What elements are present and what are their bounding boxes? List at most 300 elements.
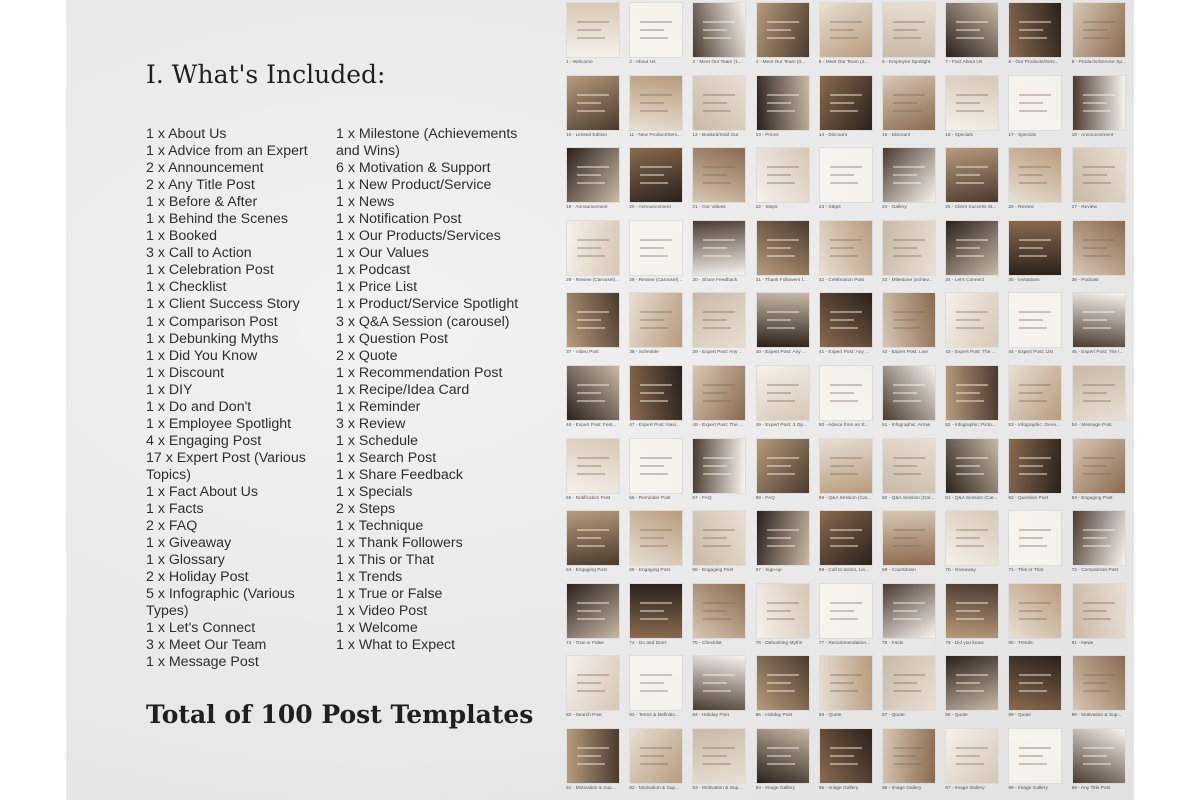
thumbnail-text-line: [703, 529, 735, 531]
thumbnail-text-line: [767, 465, 791, 467]
thumbnail-text-line: [767, 618, 795, 620]
thumbnail-text-line: [956, 21, 988, 23]
thumbnail-image: [882, 365, 936, 421]
thumbnail-image: [566, 655, 620, 711]
thumbnail-caption: 15 - Discount: [882, 132, 911, 138]
thumbnail-image: [882, 728, 936, 784]
thumbnail-text-line: [1083, 763, 1111, 765]
thumbnail-caption: 79 - Did you know: [945, 640, 984, 646]
thumbnail-caption: 7 - Fact About Us: [945, 60, 983, 65]
thumbnail-text-line: [767, 763, 795, 765]
thumbnail-caption: 65 - Engaging Post: [629, 568, 670, 574]
thumbnail-text-line: [956, 690, 984, 692]
thumbnail-text-line: [703, 384, 735, 386]
thumbnail-text-line: [830, 682, 854, 684]
thumbnail-text-line: [1019, 755, 1043, 757]
template-thumbnail: [1008, 728, 1068, 798]
template-thumbnail: [756, 655, 816, 725]
thumbnail-text-line: [703, 166, 735, 168]
thumbnail-text-line: [830, 384, 862, 386]
thumbnail-text-line: [1083, 602, 1115, 604]
thumbnail-text-line: [1019, 618, 1047, 620]
thumbnail-image: [566, 365, 620, 421]
thumbnail-text-line: [893, 384, 925, 386]
included-item: 3 x Review: [336, 415, 406, 432]
template-thumbnail: [1008, 147, 1068, 217]
included-item: 3 x Meet Our Team: [146, 637, 267, 654]
thumbnail-caption: 81 - News: [1071, 640, 1094, 646]
thumbnail-caption: 10 - Limited Edition: [566, 132, 608, 138]
thumbnail-caption: 14 - Discount: [818, 132, 848, 138]
included-item: 1 x Celebration Post: [146, 262, 274, 279]
thumbnail-caption: 35 - Invitations: [1008, 277, 1040, 283]
thumbnail-text-line: [893, 602, 925, 604]
template-thumbnail: [1008, 220, 1068, 290]
thumbnail-text-line: [577, 319, 601, 321]
thumbnail-text-line: [767, 545, 795, 547]
thumbnail-caption: 69 - Countdown: [882, 568, 916, 574]
included-item: 1 x Glossary: [146, 552, 225, 569]
template-thumbnail: [945, 220, 1005, 290]
thumbnail-text-line: [956, 457, 988, 459]
included-item: 1 x Before & After: [146, 194, 258, 211]
template-thumbnail: [566, 510, 626, 580]
thumbnail-text-line: [1019, 400, 1047, 402]
thumbnail-text-line: [703, 400, 731, 402]
thumbnail-text-line: [703, 21, 735, 23]
thumbnail-text-line: [1083, 545, 1111, 547]
thumbnail-text-line: [956, 682, 980, 684]
thumbnail-text-line: [893, 610, 917, 612]
included-item: 1 x Trends: [336, 569, 403, 586]
thumbnail-caption: 94 - Image Gallery: [755, 786, 796, 791]
thumbnail-image: [882, 438, 936, 494]
thumbnail-text-line: [1083, 102, 1107, 104]
thumbnail-caption: 42 - Expert Post: Live: [882, 350, 928, 356]
template-thumbnail: [945, 438, 1005, 508]
thumbnail-text-line: [830, 690, 858, 692]
thumbnail-text-line: [1083, 182, 1111, 184]
template-thumbnail: [692, 728, 752, 798]
thumbnail-text-line: [703, 690, 731, 692]
thumbnail-image: [756, 583, 810, 639]
thumbnail-text-line: [1083, 239, 1115, 241]
template-thumbnail: [882, 75, 942, 145]
thumbnail-image: [1072, 2, 1126, 58]
thumbnail-text-line: [640, 110, 668, 112]
included-item: 1 x Debunking Myths: [146, 330, 279, 347]
included-item: 1 x Thank Followers: [336, 535, 463, 552]
thumbnail-text-line: [1083, 94, 1115, 96]
template-thumbnail: [566, 220, 626, 290]
thumbnail-text-line: [893, 239, 925, 241]
thumbnail-caption: 18 - Announcement: [1071, 132, 1114, 138]
thumbnail-text-line: [640, 255, 668, 257]
thumbnail-text-line: [703, 682, 727, 684]
thumbnail-text-line: [1083, 327, 1111, 329]
thumbnail-text-line: [767, 102, 791, 104]
thumbnail-text-line: [767, 537, 791, 539]
thumbnail-text-line: [703, 174, 727, 176]
thumbnail-image: [882, 2, 936, 58]
thumbnail-image: [1008, 583, 1062, 639]
thumbnail-image: [945, 292, 999, 348]
thumbnail-caption: 40 - Expert Post: Any ...: [755, 350, 806, 356]
thumbnail-image: [1008, 2, 1062, 58]
thumbnail-image: [819, 510, 873, 566]
template-thumbnail: [819, 75, 879, 145]
thumbnail-caption: 64 - Engaging Post: [566, 568, 607, 574]
thumbnail-text-line: [830, 94, 862, 96]
template-thumbnail: [629, 365, 689, 435]
thumbnail-text-line: [956, 102, 980, 104]
thumbnail-text-line: [640, 400, 668, 402]
thumbnail-text-line: [830, 110, 858, 112]
thumbnail-image: [945, 147, 999, 203]
thumbnail-text-line: [703, 327, 731, 329]
thumbnail-text-line: [830, 545, 858, 547]
thumbnail-text-line: [703, 602, 735, 604]
thumbnail-text-line: [767, 94, 799, 96]
thumbnail-image: [1072, 292, 1126, 348]
thumbnail-text-line: [893, 763, 921, 765]
thumbnail-text-line: [956, 545, 984, 547]
thumbnail-caption: 58 - FAQ: [755, 495, 775, 501]
included-item: 1 x Let's Connect: [146, 620, 256, 637]
thumbnail-text-line: [703, 239, 735, 241]
thumbnail-image: [756, 655, 810, 711]
thumbnail-caption: 34 - Let's Connect: [945, 277, 984, 283]
thumbnail-text-line: [703, 94, 735, 96]
thumbnail-text-line: [1019, 537, 1043, 539]
thumbnail-text-line: [893, 473, 921, 475]
template-thumbnail: [566, 438, 626, 508]
thumbnail-caption: 89 - Quote: [1008, 713, 1032, 719]
template-thumbnail: [819, 510, 879, 580]
thumbnail-caption: 19 - Announcement: [566, 205, 608, 211]
template-thumbnail: [882, 438, 942, 508]
thumbnail-image: [882, 75, 936, 131]
thumbnail-image: [566, 583, 620, 639]
thumbnail-image: [819, 583, 873, 639]
thumbnail-text-line: [1019, 690, 1047, 692]
template-thumbnail: [756, 220, 816, 290]
template-thumbnail: [819, 365, 879, 435]
thumbnail-caption: 82 - Search Post: [566, 713, 602, 719]
thumbnail-text-line: [767, 755, 791, 757]
thumbnail-text-line: [830, 602, 862, 604]
thumbnail-image: [756, 510, 810, 566]
template-thumbnail: [1072, 220, 1132, 290]
thumbnail-text-line: [577, 618, 605, 620]
template-thumbnail: [566, 655, 626, 725]
thumbnail-image: [1008, 365, 1062, 421]
template-thumbnail: [1072, 2, 1132, 72]
template-thumbnail: [756, 510, 816, 580]
thumbnail-text-line: [893, 110, 921, 112]
template-thumbnail: [692, 583, 752, 653]
thumbnail-image: [692, 583, 746, 639]
thumbnail-caption: 8 - Our Products/Serv...: [1008, 60, 1059, 65]
template-thumbnail: [692, 510, 752, 580]
thumbnail-text-line: [830, 311, 862, 313]
thumbnail-caption: 36 - Podcast: [1071, 277, 1099, 283]
thumbnail-image: [692, 2, 746, 58]
template-thumbnail: [1072, 583, 1132, 653]
thumbnail-caption: 63 - Engaging Post: [1071, 495, 1113, 501]
thumbnail-text-line: [767, 400, 795, 402]
thumbnail-text-line: [1019, 327, 1047, 329]
thumbnail-text-line: [1083, 311, 1115, 313]
included-item: 1 x Search Post: [336, 449, 437, 466]
template-thumbnail: [1008, 655, 1068, 725]
template-thumbnail: [1008, 2, 1068, 72]
thumbnail-caption: 39 - Expert Post: Any ...: [692, 350, 743, 356]
included-item: 1 x Question Post: [336, 330, 448, 347]
thumbnail-text-line: [640, 682, 664, 684]
thumbnail-text-line: [893, 102, 917, 104]
thumbnail-text-line: [703, 255, 731, 257]
thumbnail-text-line: [577, 400, 605, 402]
thumbnail-text-line: [577, 473, 605, 475]
template-thumbnail: [882, 2, 942, 72]
thumbnail-text-line: [956, 747, 988, 749]
thumbnail-caption: 32 - Celebration Post: [818, 277, 864, 283]
thumbnail-text-line: [1019, 457, 1051, 459]
thumbnail-text-line: [1019, 29, 1043, 31]
template-thumbnail: [1072, 147, 1132, 217]
thumbnail-text-line: [577, 682, 601, 684]
thumbnail-image: [629, 220, 683, 276]
template-thumbnail: [945, 655, 1005, 725]
thumbnail-text-line: [1019, 102, 1043, 104]
thumbnail-image: [819, 438, 873, 494]
thumbnail-text-line: [640, 182, 668, 184]
template-thumbnail: [566, 147, 626, 217]
thumbnail-text-line: [1019, 37, 1047, 39]
thumbnail-caption: 53 - Infographic: Gene...: [1008, 423, 1061, 428]
thumbnail-image: [1008, 438, 1062, 494]
thumbnail-text-line: [577, 239, 609, 241]
thumbnail-text-line: [1083, 537, 1107, 539]
thumbnail-text-line: [577, 37, 605, 39]
thumbnail-text-line: [956, 465, 980, 467]
thumbnail-image: [629, 583, 683, 639]
thumbnail-text-line: [640, 384, 672, 386]
thumbnail-image: [1008, 147, 1062, 203]
included-heading: I. What's Included:: [146, 60, 386, 89]
thumbnail-image: [566, 510, 620, 566]
thumbnail-text-line: [577, 21, 609, 23]
thumbnail-text-line: [703, 247, 727, 249]
thumbnail-image: [1072, 220, 1126, 276]
thumbnail-caption: 57 - FAQ: [692, 495, 712, 501]
thumbnail-text-line: [893, 457, 925, 459]
thumbnail-image: [945, 510, 999, 566]
thumbnail-text-line: [703, 473, 731, 475]
thumbnail-text-line: [577, 747, 609, 749]
included-item: 1 x Podcast: [336, 262, 411, 279]
included-item: 1 x Recommendation Post: [336, 364, 503, 381]
thumbnail-image: [882, 292, 936, 348]
thumbnail-text-line: [577, 610, 601, 612]
included-item: 1 x Specials: [336, 483, 413, 500]
template-thumbnail: [629, 220, 689, 290]
included-item: 1 x News: [336, 194, 395, 211]
template-thumbnail: [819, 438, 879, 508]
thumbnail-text-line: [640, 610, 664, 612]
included-item: 1 x Giveaway: [146, 535, 232, 552]
thumbnail-text-line: [1019, 674, 1051, 676]
included-item: 1 x This or That: [336, 552, 435, 569]
thumbnail-text-line: [1019, 182, 1047, 184]
thumbnail-image: [692, 510, 746, 566]
included-item: 1 x Schedule: [336, 432, 419, 449]
thumbnail-image: [945, 655, 999, 711]
thumbnail-text-line: [956, 94, 988, 96]
thumbnail-text-line: [956, 400, 984, 402]
thumbnail-text-line: [703, 29, 727, 31]
thumbnail-text-line: [1019, 545, 1047, 547]
included-item: 1 x Employee Spotlight: [146, 415, 292, 432]
thumbnail-text-line: [640, 690, 668, 692]
thumbnail-caption: 13 - Prices: [755, 132, 779, 138]
thumbnail-text-line: [1083, 400, 1111, 402]
thumbnail-image: [1072, 728, 1126, 784]
thumbnail-caption: 52 - Infographic: Picto...: [945, 423, 996, 428]
template-thumbnail: [1008, 75, 1068, 145]
thumbnail-caption: 75 - Checklist: [692, 640, 722, 646]
thumbnail-text-line: [893, 529, 925, 531]
thumbnail-caption: 22 - Steps: [755, 205, 778, 211]
thumbnail-text-line: [703, 465, 727, 467]
thumbnail-text-line: [767, 674, 799, 676]
thumbnail-caption: 2 - About Us: [629, 60, 656, 65]
thumbnail-text-line: [640, 747, 672, 749]
thumbnail-text-line: [640, 674, 672, 676]
included-item: 1 x About Us: [146, 126, 227, 142]
template-thumbnail: [819, 728, 879, 798]
template-thumbnail: [692, 220, 752, 290]
thumbnail-text-line: [703, 545, 731, 547]
thumbnail-image: [819, 365, 873, 421]
template-thumbnail: [756, 365, 816, 435]
template-thumbnail: [819, 220, 879, 290]
thumbnail-text-line: [893, 29, 917, 31]
thumbnail-text-line: [893, 327, 921, 329]
thumbnail-caption: 99 - Any Title Post: [1071, 786, 1111, 791]
included-item: 1 x Milestone (Achievements and Wins): [336, 126, 518, 160]
thumbnail-text-line: [956, 37, 984, 39]
thumbnail-text-line: [893, 247, 917, 249]
thumbnail-caption: 23 - Steps: [818, 205, 841, 211]
thumbnail-text-line: [893, 174, 917, 176]
thumbnail-text-line: [1019, 166, 1051, 168]
thumbnail-caption: 11 - New Product/Serv...: [629, 132, 681, 138]
thumbnail-text-line: [767, 602, 799, 604]
thumbnail-caption: 59 - Q&A Session (Car...: [818, 495, 872, 501]
thumbnail-text-line: [956, 763, 984, 765]
thumbnail-text-line: [956, 473, 984, 475]
thumbnail-text-line: [956, 618, 984, 620]
template-thumbnail: [629, 728, 689, 798]
thumbnail-caption: 84 - Holiday Post: [692, 713, 729, 719]
thumbnail-image: [756, 147, 810, 203]
thumbnail-text-line: [1083, 255, 1111, 257]
thumbnail-text-line: [893, 311, 925, 313]
thumbnail-text-line: [703, 747, 735, 749]
included-item: 1 x Client Success Story: [146, 296, 300, 313]
thumbnail-text-line: [956, 239, 988, 241]
thumbnail-text-line: [577, 247, 601, 249]
template-thumbnail: [692, 438, 752, 508]
thumbnail-text-line: [767, 239, 799, 241]
thumbnail-text-line: [956, 166, 988, 168]
thumbnail-text-line: [640, 174, 664, 176]
thumbnail-text-line: [956, 537, 980, 539]
thumbnail-text-line: [577, 763, 605, 765]
thumbnail-text-line: [893, 21, 925, 23]
template-thumbnail: [756, 147, 816, 217]
thumbnail-image: [692, 292, 746, 348]
included-item: 1 x Booked: [146, 228, 217, 245]
thumbnail-image: [945, 220, 999, 276]
thumbnail-text-line: [830, 392, 854, 394]
thumbnail-text-line: [1083, 247, 1107, 249]
template-thumbnail: [1072, 655, 1132, 725]
thumbnail-caption: 83 - Terms & Definitio...: [629, 713, 679, 719]
included-item: 3 x Q&A Session (carousel): [336, 313, 510, 330]
template-thumbnail: [1008, 365, 1068, 435]
thumbnail-caption: 67 - Sign-up: [755, 568, 782, 574]
thumbnail-text-line: [703, 37, 731, 39]
thumbnail-text-line: [830, 319, 854, 321]
thumbnail-text-line: [1019, 529, 1051, 531]
template-thumbnail: [1072, 292, 1132, 362]
thumbnail-caption: 33 - Milestone (achiev...: [882, 277, 933, 283]
thumbnail-image: [566, 220, 620, 276]
thumbnail-text-line: [767, 311, 799, 313]
included-item: 1 x Comparison Post: [146, 313, 278, 330]
thumbnail-image: [819, 2, 873, 58]
thumbnail-text-line: [956, 182, 984, 184]
thumbnail-caption: 87 - Quote: [882, 713, 905, 719]
template-thumbnail: [945, 365, 1005, 435]
thumbnail-text-line: [830, 763, 858, 765]
thumbnail-image: [566, 438, 620, 494]
thumbnail-text-line: [703, 457, 735, 459]
thumbnail-caption: 26 - Review: [1008, 205, 1034, 211]
template-thumbnail: [945, 147, 1005, 217]
thumbnail-caption: 1 - Welcome: [566, 60, 593, 65]
thumbnail-text-line: [830, 400, 858, 402]
thumbnail-text-line: [956, 327, 984, 329]
thumbnail-text-line: [767, 166, 799, 168]
thumbnail-caption: 77 - Recommendation...: [818, 640, 870, 646]
thumbnail-text-line: [1019, 602, 1051, 604]
thumbnail-caption: 86 - Quote: [818, 713, 842, 719]
thumbnail-text-line: [830, 674, 862, 676]
thumbnail-text-line: [1019, 682, 1043, 684]
thumbnail-text-line: [1083, 110, 1111, 112]
thumbnail-text-line: [767, 174, 791, 176]
thumbnail-caption: 62 - Question Post: [1008, 495, 1049, 501]
thumbnail-text-line: [956, 755, 980, 757]
thumbnail-image: [882, 510, 936, 566]
thumbnail-text-line: [1019, 255, 1047, 257]
thumbnail-image: [819, 220, 873, 276]
thumbnail-text-line: [830, 755, 854, 757]
